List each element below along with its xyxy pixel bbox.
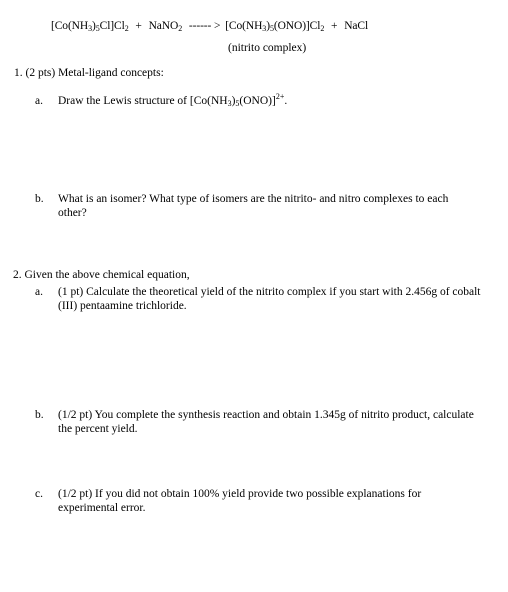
question-2b-letter: b. (35, 409, 44, 421)
question-1b-text: What is an isomer? What type of isomers are the nitrito- and nitro complexes to each other? (58, 193, 449, 219)
product-sodium-chloride: NaCl (344, 20, 369, 32)
question-2a-text: (1 pt) Calculate the theoretical yield of the nitrito complex if you start with 2.456g of cobalt (III) pentaamine trichloride. (58, 286, 481, 312)
question-2c-letter: c. (35, 488, 43, 500)
reactant-cobalt-chloride: $[Co(NH_3)_5Cl]Cl_2$ (51, 20, 129, 33)
question-1-header: 1. (2 pts) Metal-ligand concepts: (14, 67, 164, 79)
plus-sign: + (135, 20, 142, 32)
question-1b-letter: b. (35, 193, 44, 205)
question-2-header: 2. Given the above chemical equation, (13, 269, 190, 281)
product-annotation: (nitrito complex) (228, 42, 307, 54)
question-2b-text: (1/2 pt) You complete the synthesis reaction and obtain 1.345g of nitrito product, calculate the percent yield. (58, 409, 474, 435)
question-1a-text: Draw the Lewis structure of $[Co(NH_3)_5(ONO)]^{2+}$. (58, 92, 288, 108)
reactant-sodium-nitrite: NaNO$_2$ (148, 20, 183, 33)
question-2c-text: (1/2 pt) If you did not obtain 100% yield provide two possible explanations for experimental error. (58, 488, 422, 514)
question-1a-letter: a. (35, 95, 43, 107)
plus-sign: + (331, 20, 338, 32)
question-2a-letter: a. (35, 286, 43, 298)
product-nitrito-complex: $[Co(NH_3)_5(ONO)]Cl_2$ (225, 20, 325, 33)
chemical-equation (51, 19, 368, 33)
reaction-arrow: ------ > (188, 20, 221, 32)
